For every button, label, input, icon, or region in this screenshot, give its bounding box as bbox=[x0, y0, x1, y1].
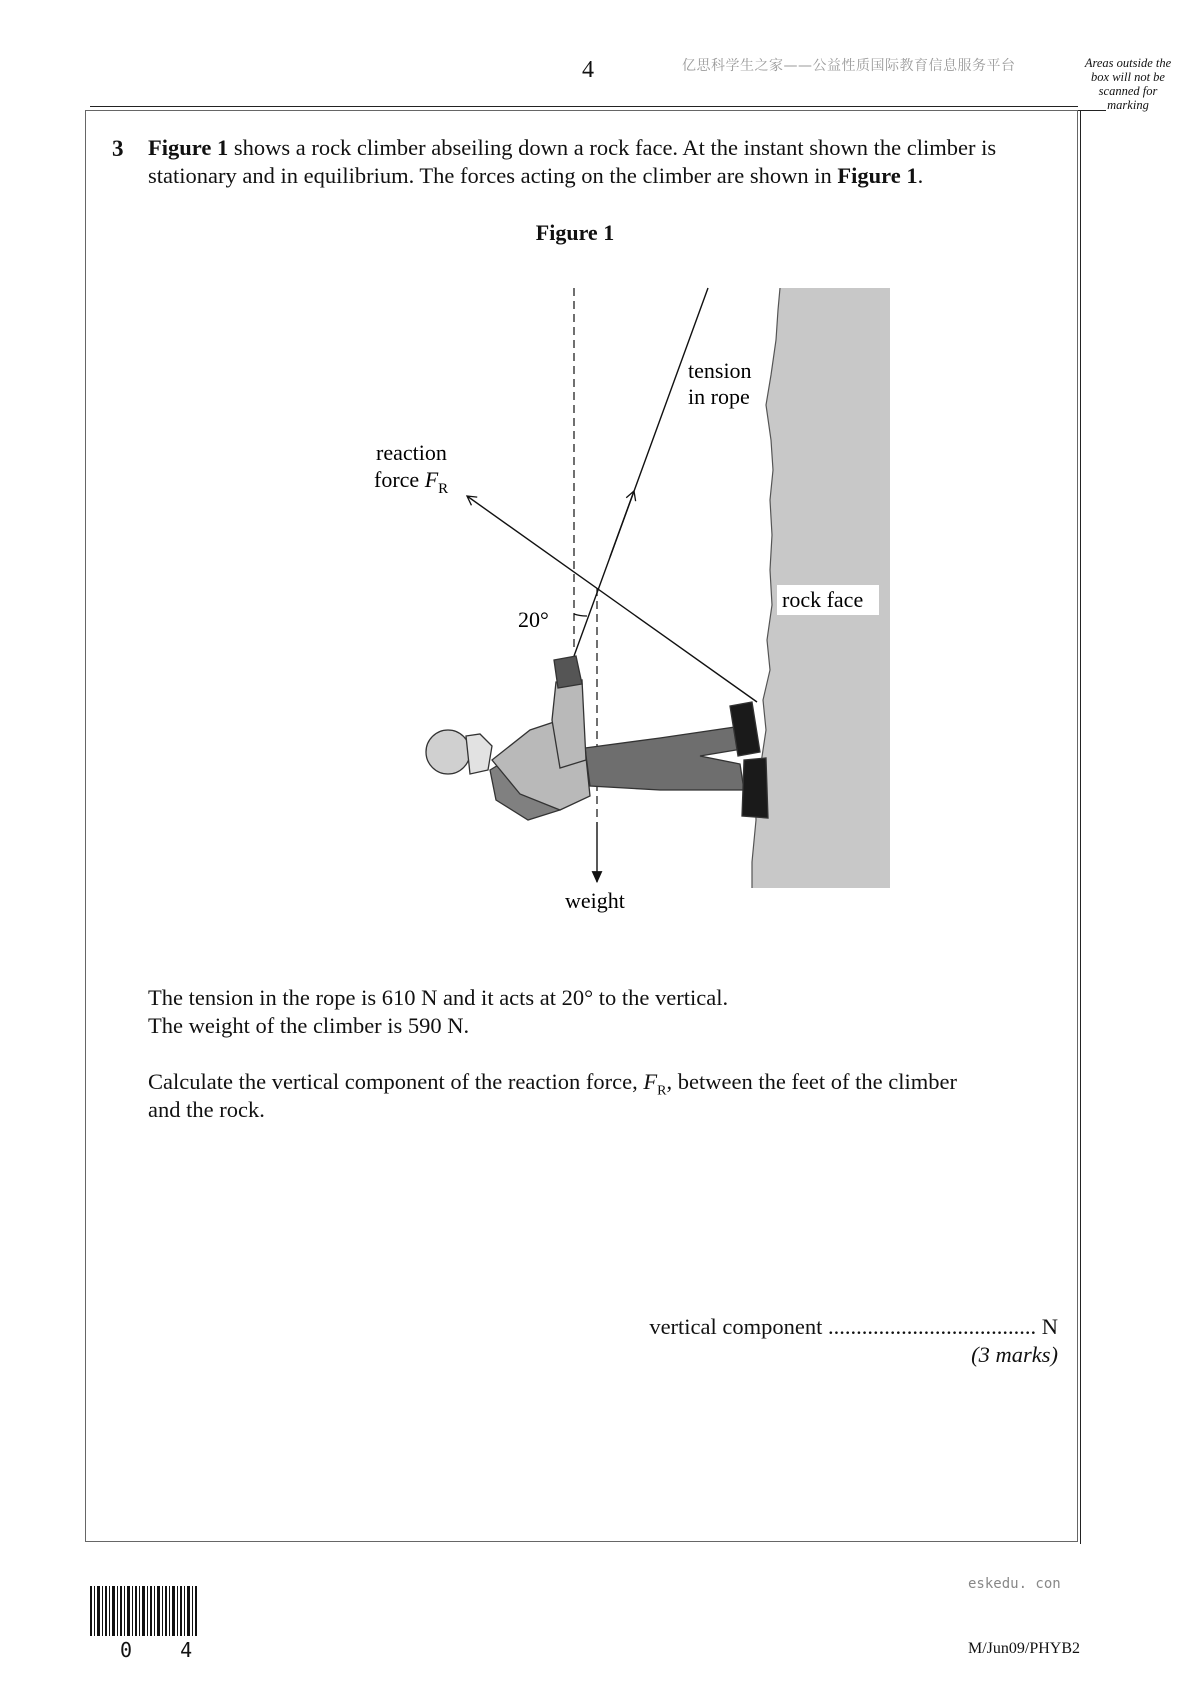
angle-arc bbox=[574, 614, 587, 616]
calculation-instruction bbox=[148, 1068, 957, 1106]
calc-symbol: F bbox=[643, 1069, 658, 1094]
page-code: M/Jun09/PHYB2 bbox=[968, 1640, 1081, 1657]
tension-arrow bbox=[610, 491, 634, 557]
barcode-digits: 0 4 bbox=[120, 1638, 211, 1662]
intro-text-2: . bbox=[917, 163, 924, 188]
climber-helmet bbox=[426, 730, 470, 774]
figure-title: Figure 1 bbox=[535, 220, 615, 245]
answer-line[interactable]: vertical component ..................................... N bbox=[649, 1314, 1058, 1339]
watermark-text: 亿思科学生之家——公益性质国际教育信息服务平台 bbox=[682, 58, 1016, 74]
label-tension-line2: in rope bbox=[688, 384, 750, 409]
calc-subscript: R bbox=[657, 1083, 667, 1099]
marks-allocation: (3 marks) bbox=[971, 1342, 1058, 1367]
tension-statement: The tension in the rope is 610 N and it acts at 20° to the vertical. bbox=[148, 985, 729, 1010]
calc-part2: , between the feet of the climber bbox=[666, 1069, 957, 1094]
climber-face bbox=[466, 734, 492, 774]
label-reaction-force-word: force bbox=[374, 467, 425, 492]
climber-gloves bbox=[554, 656, 582, 688]
calc-part1: Calculate the vertical component of the reaction force, bbox=[148, 1069, 644, 1094]
reaction-force-arrow bbox=[467, 496, 757, 702]
barcode bbox=[90, 1586, 200, 1636]
label-rock-face: rock face bbox=[782, 587, 864, 612]
rope-tension-line bbox=[574, 288, 708, 656]
figure-ref-2: Figure 1 bbox=[837, 163, 918, 188]
label-angle: 20° bbox=[518, 607, 549, 632]
site-watermark: eskedu. con bbox=[968, 1576, 1061, 1592]
intro-text-1: shows a rock climber abseiling down a rock face. At the instant shown the climber is stationary and in equilibrium. The forces acting on the climber are shown in bbox=[148, 135, 997, 188]
label-tension-line1: tension bbox=[688, 358, 752, 383]
label-weight: weight bbox=[565, 888, 625, 913]
climber-boot-lower bbox=[742, 758, 768, 818]
calculation-instruction-line2: and the rock. bbox=[148, 1097, 265, 1122]
label-reaction-symbol: F bbox=[424, 467, 439, 492]
figure-ref-1: Figure 1 bbox=[148, 135, 229, 160]
climber-legs bbox=[585, 726, 748, 790]
page-number: 4 bbox=[582, 57, 594, 83]
label-reaction-line2 bbox=[374, 467, 448, 497]
weight-statement: The weight of the climber is 590 N. bbox=[148, 1013, 470, 1038]
question-number: 3 bbox=[112, 136, 124, 161]
label-reaction-subscript: R bbox=[438, 481, 449, 497]
label-reaction-line1: reaction bbox=[376, 440, 447, 465]
margin-note: Areas outside the box will not be scanned for marking bbox=[1084, 56, 1172, 112]
